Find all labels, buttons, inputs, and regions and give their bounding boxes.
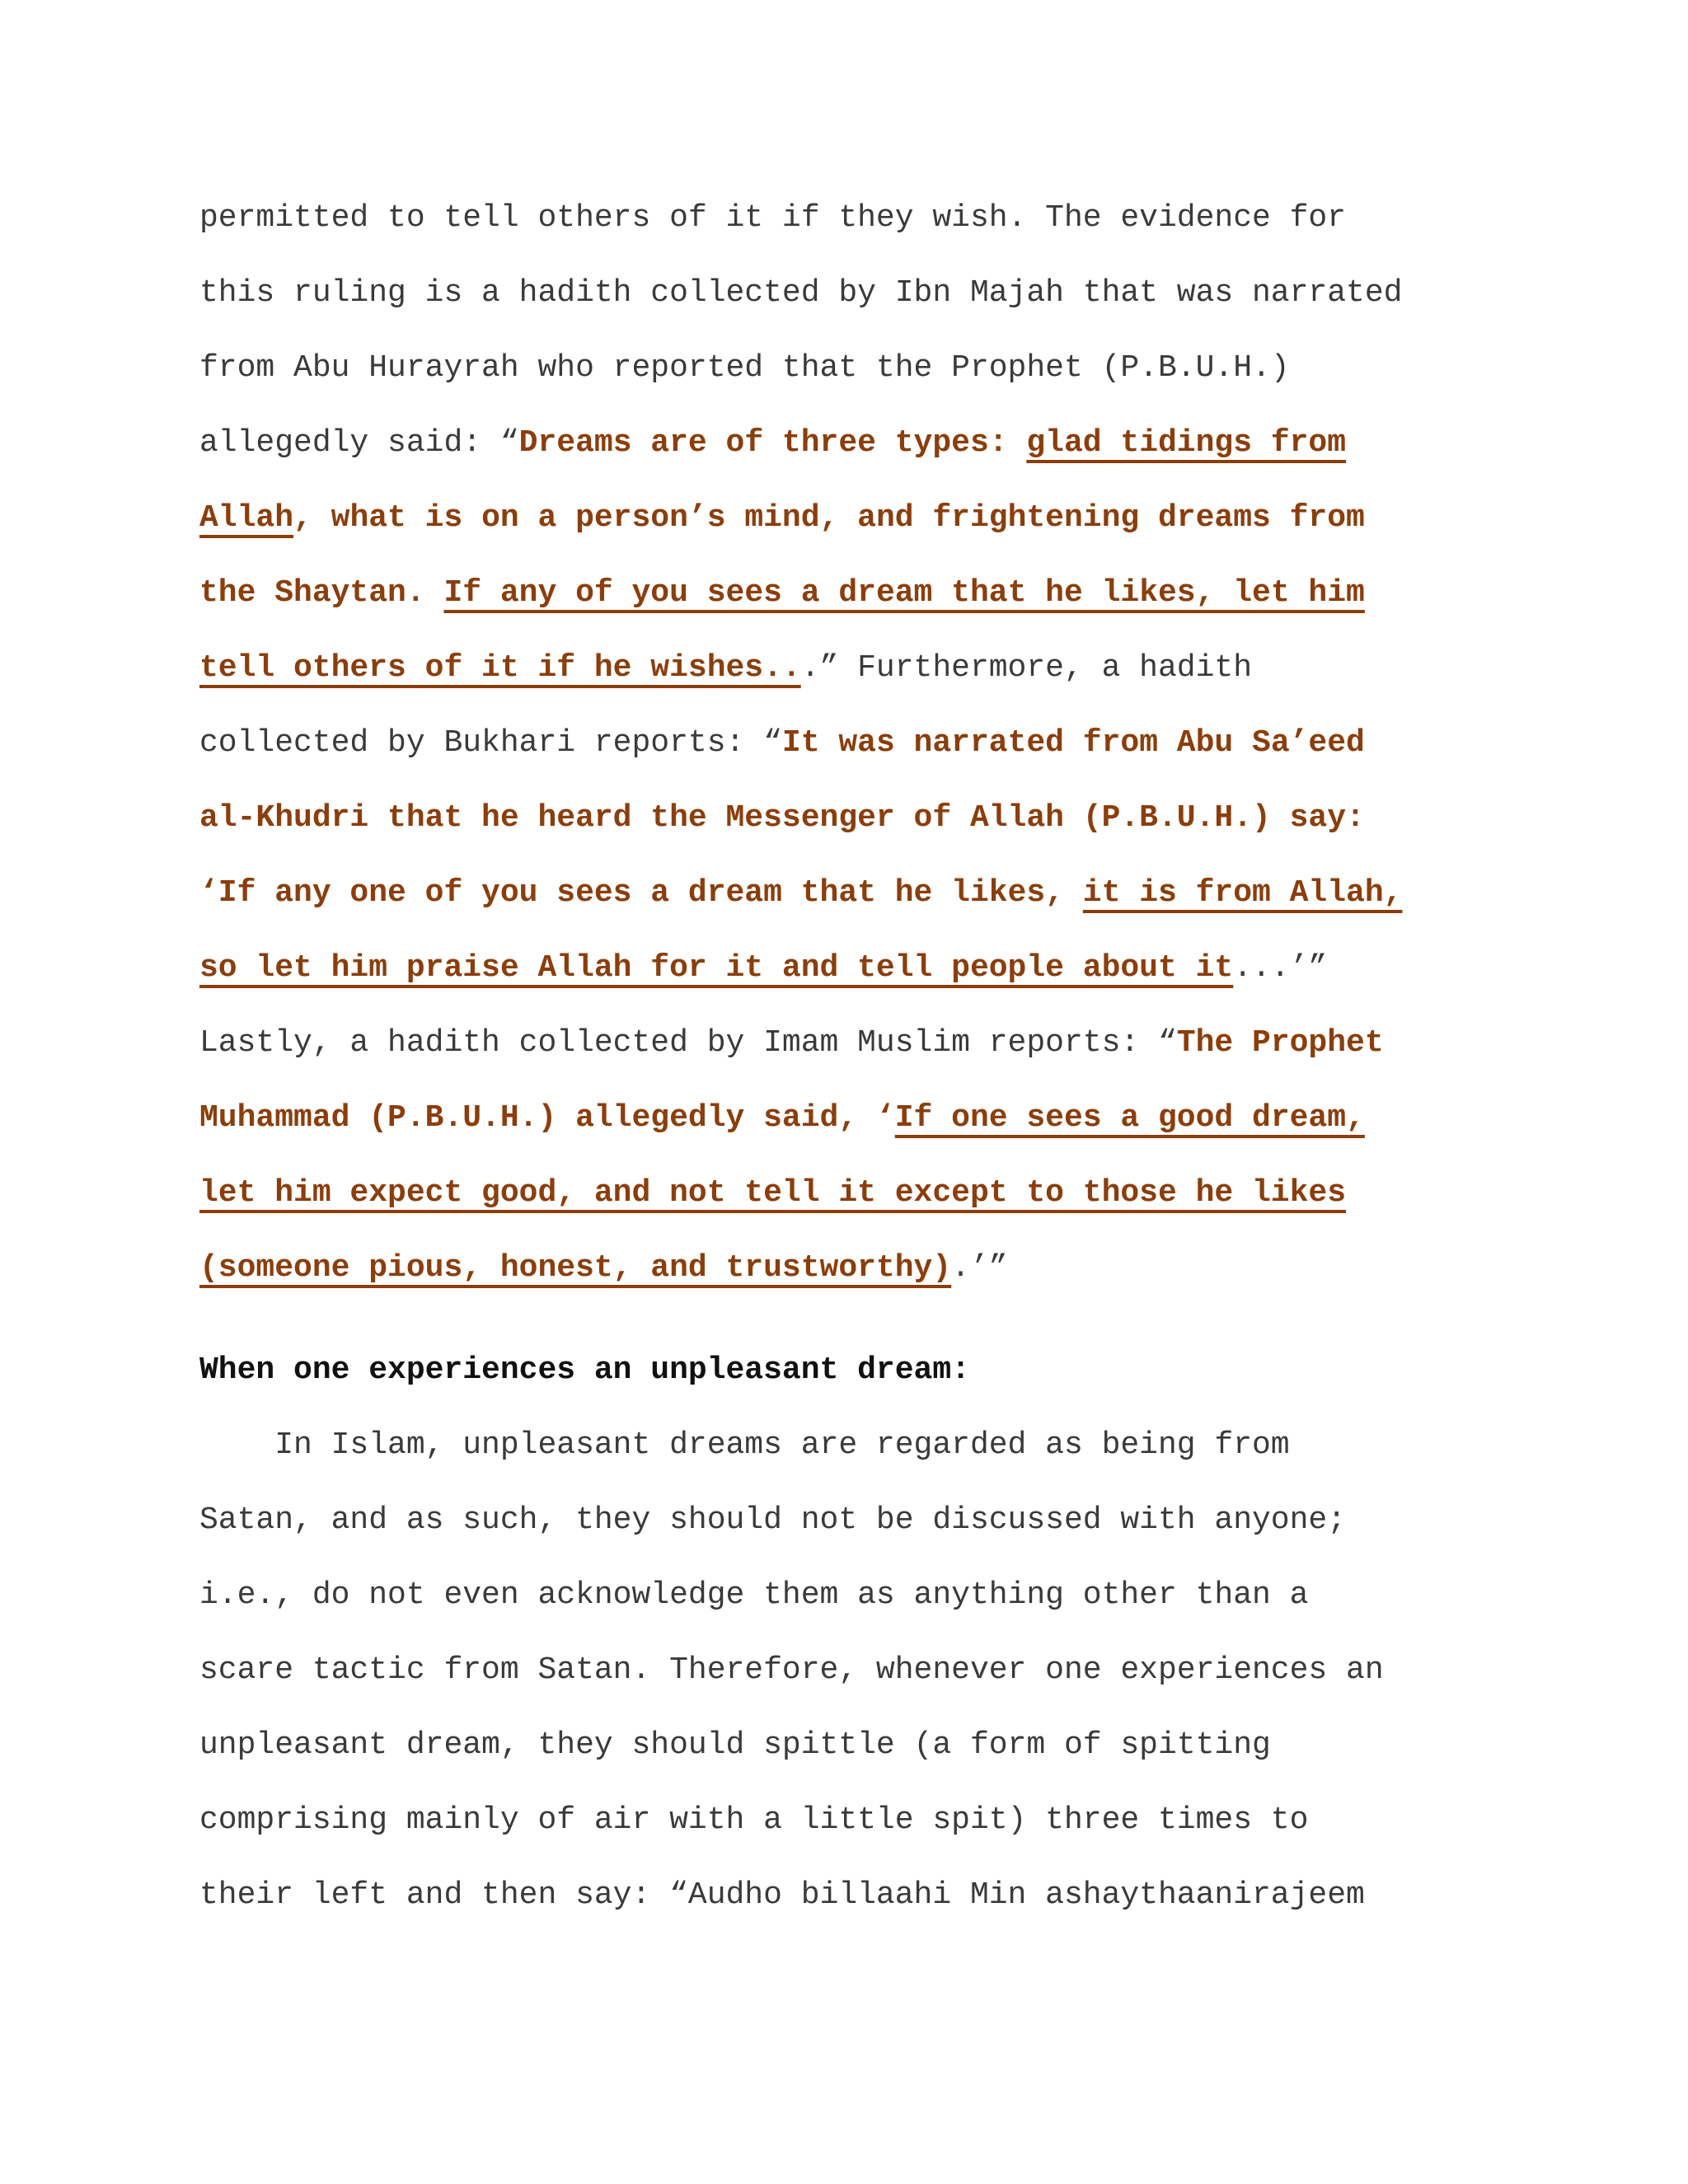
quote-text: , what is on a person’s mind, and frightening dreams from — [293, 500, 1365, 536]
plain-text: allegedly said: “ — [199, 425, 519, 461]
text-line: Satan, and as such, they should not be discussed with anyone; — [199, 1502, 1347, 1538]
text-line — [199, 636, 1551, 711]
underlined-quote-text: it is from Allah, — [1082, 875, 1403, 911]
underlined-quote-text: Allah — [199, 500, 294, 536]
quote-text: The Prophet — [1176, 1025, 1384, 1061]
underlined-quote-text: If any of you sees a dream that he likes, let him — [443, 575, 1365, 611]
quote-text: Muhammad (P.B.U.H.) allegedly said, ‘ — [199, 1100, 895, 1136]
quote-text: the Shaytan. — [199, 575, 444, 611]
text-line: permitted to tell others of it if they wish. The evidence for — [199, 200, 1347, 236]
text-line — [199, 486, 1551, 561]
paragraph-hadith-evidence — [199, 186, 1551, 1311]
text-line: unpleasant dream, they should spittle (a form of spitting — [199, 1727, 1271, 1763]
text-line — [199, 411, 1551, 486]
text-line: scare tactic from Satan. Therefore, whenever one experiences an — [199, 1652, 1384, 1688]
plain-text: .’” — [951, 1250, 1008, 1286]
text-line — [199, 1011, 1551, 1086]
plain-text: ...’” — [1233, 950, 1328, 986]
text-line — [199, 1161, 1551, 1236]
text-line — [199, 861, 1551, 936]
text-line — [199, 1236, 1551, 1311]
quote-text: It was narrated from Abu Sa’eed — [781, 725, 1365, 761]
text-line: their left and then say: “Audho billaahi Min ashaythaanirajeem — [199, 1877, 1365, 1913]
quote-line: al-Khudri that he heard the Messenger of Allah (P.B.U.H.) say: — [199, 800, 1365, 836]
plain-text: .” Furthermore, a hadith — [800, 650, 1253, 686]
text-line: comprising mainly of air with a little spit) three times to — [199, 1802, 1309, 1838]
quote-text: Dreams are of three types: — [518, 425, 1027, 461]
underlined-quote-text: If one sees a good dream, — [894, 1100, 1365, 1136]
underlined-quote-text: (someone pious, honest, and trustworthy) — [199, 1250, 952, 1286]
underlined-quote-text: tell others of it if he wishes.. — [199, 650, 801, 686]
text-line: In Islam, unpleasant dreams are regarded as being from — [199, 1427, 1290, 1463]
text-line — [199, 936, 1551, 1011]
text-line — [199, 711, 1551, 786]
text-line: this ruling is a hadith collected by Ibn Majah that was narrated — [199, 275, 1403, 311]
plain-text: collected by Bukhari reports: “ — [199, 725, 782, 761]
plain-text: Lastly, a hadith collected by Imam Muslim reports: “ — [199, 1025, 1177, 1061]
text-line — [199, 561, 1551, 636]
quote-text: ‘If any one of you sees a dream that he likes, — [199, 875, 1083, 911]
underlined-quote-text: so let him praise Allah for it and tell people about it — [199, 950, 1234, 986]
text-line: i.e., do not even acknowledge them as anything other than a — [199, 1577, 1309, 1613]
underlined-quote-text: glad tidings from — [1026, 425, 1347, 461]
text-line: from Abu Hurayrah who reported that the Prophet (P.B.U.H.) — [199, 350, 1290, 386]
section-heading: When one experiences an unpleasant dream: — [199, 1352, 970, 1388]
paragraph-unpleasant-dream — [199, 1413, 1551, 1938]
document-page — [199, 186, 1551, 1938]
underlined-quote-text: let him expect good, and not tell it except to those he likes — [199, 1175, 1347, 1211]
text-line — [199, 1086, 1551, 1161]
